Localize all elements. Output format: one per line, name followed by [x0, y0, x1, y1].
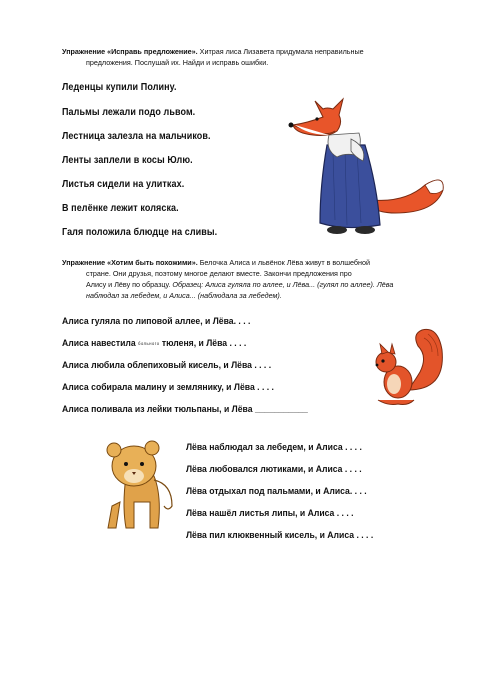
sentence-5: Листья сидели на улитках. [62, 179, 185, 190]
exercise2-text4: наблюдал за лебедем, и Алиса... (наблюдала за лебедем). [86, 291, 282, 300]
leva-sentence-1: Лёва наблюдал за лебедем, и Алиса . . . . [186, 442, 362, 453]
alice-sentence-1: Алиса гуляла по липовой аллее, и Лёва. . . . [62, 316, 251, 327]
leva-sentence-3: Лёва отдыхал под пальмами, и Алиса. . . . [186, 486, 367, 497]
squirrel-illustration [368, 320, 450, 412]
leva-sentence-4: Лёва нашёл листья липы, и Алиса . . . . [186, 508, 354, 519]
exercise2-sample: Образец: Алиса гуляла по аллее, и Лёва... (гулял по аллее). Лёва [172, 280, 394, 289]
small-word: больного [138, 340, 160, 346]
exercise2-text1: Белочка Алиса и львёнок Лёва живут в волшебной [197, 258, 370, 267]
sentence-2: Пальмы лежали подо львом. [62, 107, 196, 118]
sentence-3: Лестница залезла на мальчиков. [62, 131, 211, 142]
exercise2-intro [62, 257, 452, 268]
fox-illustration [285, 95, 450, 240]
exercise1-title: Упражнение «Исправь предложение». [62, 47, 198, 56]
exercise2-text3a: Алису и Лёву по образцу. [86, 280, 173, 289]
leva-sentence-5: Лёва пил клюквенный кисель, и Алиса . . . . [186, 530, 374, 541]
alice-sentence-2: Алиса навестила больного тюленя, и Лёва . . . . [62, 338, 247, 349]
lion-cub-illustration [92, 436, 178, 536]
alice-sentence-3: Алиса любила облепиховый кисель, и Лёва . . . . [62, 360, 272, 371]
exercise2-title: Упражнение «Хотим быть похожими». [62, 258, 198, 267]
exercise2-text3 [86, 279, 393, 290]
exercise1-text-line2: предложения. Послушай их. Найди и исправь ошибки. [86, 58, 269, 67]
sentence-1: Леденцы купили Полину. [62, 82, 177, 93]
sentence-6: В пелёнке лежит коляска. [62, 203, 179, 214]
exercise2-text2: стране. Они друзья, поэтому многое делают вместе. Закончи предложения про [86, 269, 352, 278]
sentence-7: Галя положила блюдце на сливы. [62, 227, 218, 238]
alice-sentence-5: Алиса поливала из лейки тюльпаны, и Лёва ___________ [62, 404, 308, 415]
exercise1-text: Хитрая лиса Лизавета придумала неправильные [197, 47, 364, 56]
leva-sentence-2: Лёва любовался лютиками, и Алиса . . . . [186, 464, 362, 475]
alice-sentence-4: Алиса собирала малину и землянику, и Лёва . . . . [62, 382, 274, 393]
sentence-4: Ленты заплели в косы Юлю. [62, 155, 193, 166]
exercise1-intro [62, 46, 442, 57]
